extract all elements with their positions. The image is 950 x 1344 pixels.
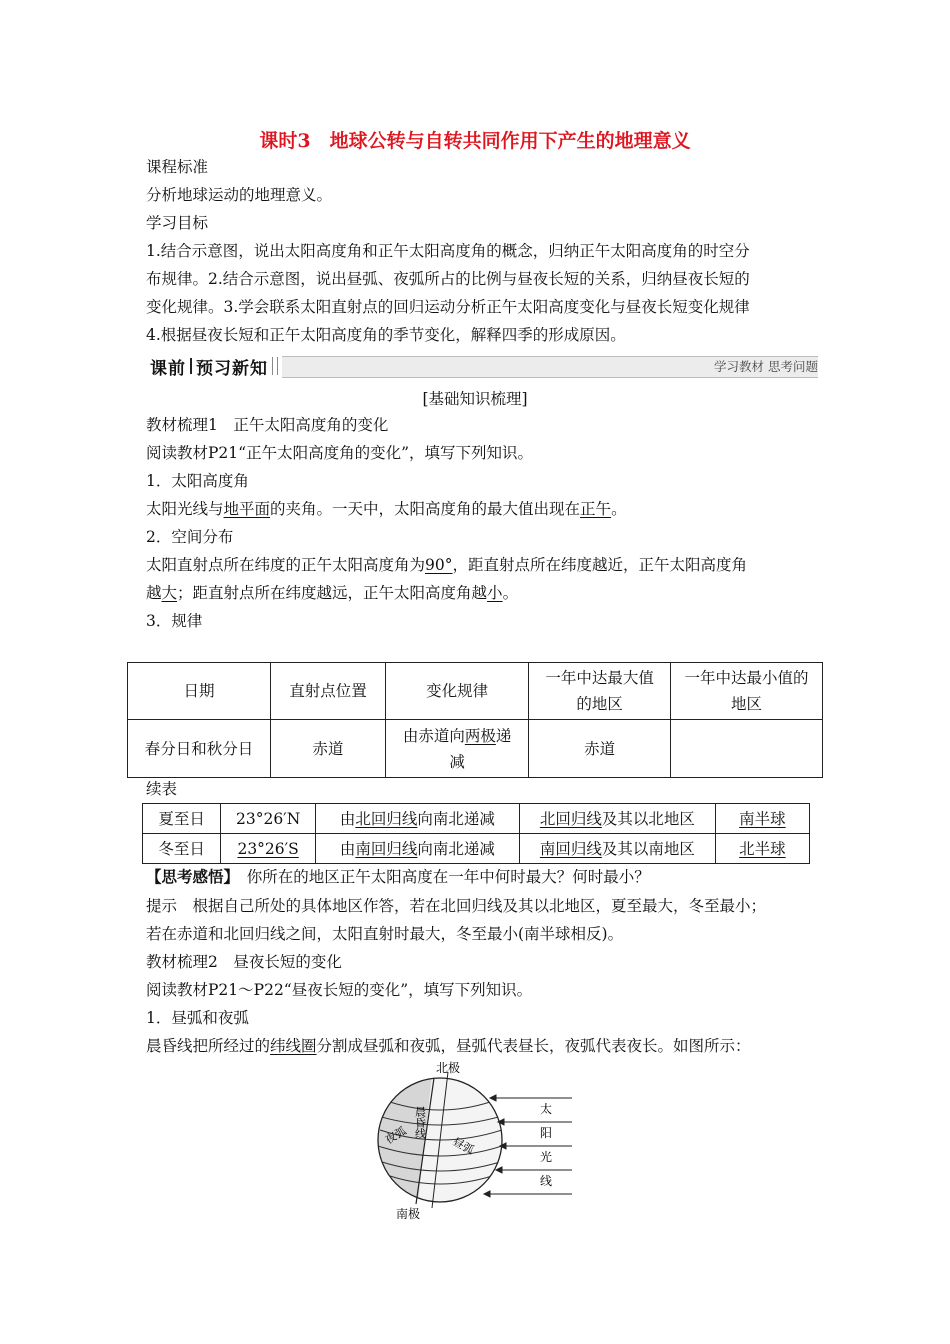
part1-h1: 1．太阳高度角 bbox=[146, 472, 249, 490]
part1-h2: 2．空间分布 bbox=[146, 528, 234, 546]
part1-instruction: 阅读教材P21“正午太阳高度角的变化”，填写下列知识。 bbox=[146, 444, 534, 462]
table-cell bbox=[671, 720, 823, 778]
part1-heading: 教材梳理1 正午太阳高度角的变化 bbox=[146, 416, 389, 434]
standard-label: 课程标准 bbox=[146, 158, 209, 176]
part1-p1: 太阳光线与地平面的夹角。一天中，太阳高度角的最大值出现在正午。 bbox=[146, 500, 627, 518]
rules-table bbox=[127, 662, 823, 778]
blank-answer: 正午 bbox=[580, 500, 612, 518]
table-cell: 北半球 bbox=[715, 834, 809, 864]
part1-p2-line1: 太阳直射点所在纬度的正午太阳高度角为90°，距直射点所在纬度越近，正午太阳高度角 bbox=[146, 556, 748, 574]
table-cell: 由赤道向两极递 减 bbox=[386, 720, 529, 778]
banner-left-b: 预习新知 bbox=[196, 358, 268, 379]
part2-h1: 1．昼弧和夜弧 bbox=[146, 1009, 249, 1027]
objective-line-4: 4.根据昼夜长短和正午太阳高度角的季节变化，解释四季的形成原因。 bbox=[146, 326, 626, 344]
table-header-cell: 日期 bbox=[128, 663, 271, 720]
table-cell: 23°26′N bbox=[221, 804, 316, 834]
banner-left-a: 课前 bbox=[150, 358, 186, 379]
thinking-hint-1: 提示 根据自己所处的具体地区作答，若在北回归线及其以北地区，夏至最大，冬至最小； bbox=[146, 897, 767, 915]
thinking-hint-2: 若在赤道和北回归线之间，太阳直射时最大，冬至最小(南半球相反)。 bbox=[146, 925, 624, 943]
table-header-cell: 直射点位置 bbox=[270, 663, 385, 720]
north-pole-label: 北极 bbox=[435, 1061, 461, 1075]
sunlight-label-2: 阳 bbox=[539, 1126, 553, 1140]
blank-answer: 小 bbox=[487, 584, 503, 602]
blank-answer: 纬线圈 bbox=[270, 1037, 317, 1055]
objective-line-1: 1.结合示意图，说出太阳高度角和正午太阳高度角的概念，归纳正午太阳高度角的时空分 bbox=[146, 242, 750, 260]
page-title: 课时3 地球公转与自转共同作用下产生的地理意义 bbox=[259, 130, 691, 152]
banner-tail-mark bbox=[272, 357, 278, 375]
south-pole-label: 南极 bbox=[395, 1207, 421, 1221]
table-cell: 夏至日 bbox=[143, 804, 221, 834]
table-cell: 赤道 bbox=[529, 720, 671, 778]
day-arc-label: 昼弧 bbox=[450, 1135, 477, 1157]
night-arc-label: 夜弧 bbox=[383, 1124, 409, 1147]
blank-answer: 地平面 bbox=[223, 500, 271, 518]
rules-table-continued bbox=[142, 803, 810, 864]
blank-answer: 90° bbox=[425, 556, 453, 574]
table-cell: 赤道 bbox=[270, 720, 385, 778]
sunlight-label-3: 光 bbox=[539, 1150, 553, 1164]
part2-heading: 教材梳理2 昼夜长短的变化 bbox=[146, 953, 342, 971]
objective-line-3: 变化规律。3.学会联系太阳直射点的回归运动分析正午太阳高度变化与昼夜长短变化规律 bbox=[146, 298, 750, 316]
table-cell: 由南回归线向南北递减 bbox=[315, 834, 519, 864]
terminator-label: 晨昏线 bbox=[413, 1106, 427, 1139]
table-cell: 春分日和秋分日 bbox=[128, 720, 271, 778]
part2-instruction: 阅读教材P21～P22“昼夜长短的变化”，填写下列知识。 bbox=[146, 981, 533, 999]
sunlight-label-4: 线 bbox=[539, 1174, 553, 1188]
table-header-cell: 变化规律 bbox=[386, 663, 529, 720]
standard-text: 分析地球运动的地理意义。 bbox=[146, 186, 333, 204]
continued-label: 续表 bbox=[146, 780, 178, 798]
table-cell: 由北回归线向南北递减 bbox=[315, 804, 519, 834]
table-cell: 北回归线及其以北地区 bbox=[519, 804, 715, 834]
table-cell: 南回归线及其以南地区 bbox=[519, 834, 715, 864]
thinking-question: 【思考感悟】 你所在的地区正午太阳高度在一年中何时最大？何时最小？ bbox=[146, 867, 650, 886]
table-cell: 冬至日 bbox=[143, 834, 221, 864]
banner-divider bbox=[190, 358, 192, 374]
table-header-cell: 一年中达最小值的 地区 bbox=[671, 663, 823, 720]
section-banner bbox=[146, 354, 282, 378]
table-cell: 23°26′S bbox=[221, 834, 316, 864]
blank-answer: 大 bbox=[161, 584, 178, 602]
section-title: [基础知识梳理] bbox=[422, 390, 528, 408]
table-cell: 南半球 bbox=[715, 804, 809, 834]
table-header-cell: 一年中达最大值 的地区 bbox=[529, 663, 671, 720]
banner-right-text: 学习教材 思考问题 bbox=[714, 359, 818, 374]
day-night-arc-diagram bbox=[360, 1058, 600, 1222]
part2-p1: 晨昏线把所经过的纬线圈分割成昼弧和夜弧，昼弧代表昼长，夜弧代表夜长。如图所示： bbox=[146, 1037, 751, 1055]
thinking-label: 【思考感悟】 bbox=[146, 867, 232, 886]
part1-h3: 3．规律 bbox=[146, 612, 203, 630]
objective-line-2: 布规律。2.结合示意图，说出昼弧、夜弧所占的比例与昼夜长短的关系，归纳昼夜长短的 bbox=[146, 270, 750, 288]
part1-p2-line2: 越大；距直射点所在纬度越远，正午太阳高度角越小。 bbox=[146, 584, 519, 602]
objectives-label: 学习目标 bbox=[146, 214, 209, 232]
sunlight-label-1: 太 bbox=[539, 1102, 553, 1116]
